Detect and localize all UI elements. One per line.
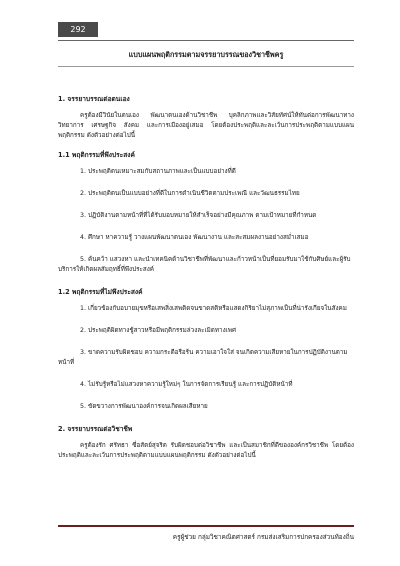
undesirable-item: 3. ขาดความรับผิดชอบ ความกระตือรือร้น ความเอาใจใส่ จนเกิดความเสียหายในการปฏิบัติงานตามหน้าที่ (58, 349, 348, 366)
section1-heading: 1. จรรยาบรรณต่อตนเอง (58, 95, 130, 103)
undesirable-heading: 1.2 พฤติกรรมที่ไม่พึงประสงค์ (58, 288, 143, 296)
header-rule (58, 40, 354, 41)
page-number: 292 (58, 22, 98, 37)
desirable-item: 3. ปฏิบัติงานตามหน้าที่ที่ได้รับมอบหมายให้สำเร็จอย่างมีคุณภาพ ตามเป้าหมายที่กำหนด (80, 212, 317, 219)
desirable-item: 4. ศึกษา หาความรู้ วางแผนพัฒนาตนเอง พัฒนางาน และสะสมผลงานอย่างสม่ำเสมอ (80, 234, 309, 241)
desirable-heading: 1.1 พฤติกรรมที่พึงประสงค์ (58, 151, 135, 159)
desirable-item: 1. ประพฤติตนเหมาะสมกับสถานภาพและเป็นแบบอย่างที่ดี (80, 168, 236, 175)
undesirable-item: 5. ขัดขวางการพัฒนาองค์การจนเกิดผลเสียหาย (80, 403, 208, 410)
desirable-item: 5. ค้นคว้า แสวงหา และนำเทคนิคด้านวิชาชีพที่พัฒนาและก้าวหน้าเป็นที่ยอมรับมาใช้กับศิษย์และผู้รับบริการให้เกิดผลสัมฤทธิ์ที่พึงประสงค์ (58, 256, 351, 273)
desirable-item: 2. ประพฤติตนเป็นแบบอย่างที่ดีในการดำเนินชีวิตตามประเพณี และวัฒนธรรมไทย (80, 190, 300, 197)
section2-heading: 2. จรรยาบรรณต่อวิชาชีพ (58, 425, 133, 433)
footer-rule (58, 525, 354, 527)
title-rule (58, 66, 354, 67)
footer-text: ครูผู้ช่วย กลุ่มวิชาคณิตศาสตร์ กรมส่งเสริมการปกครองส่วนท้องถิ่น (172, 533, 354, 541)
undesirable-item: 2. ประพฤติผิดทางชู้สาวหรือมีพฤติกรรมล่วงละเมิดทางเพศ (80, 327, 236, 334)
undesirable-item: 4. ไม่รับรู้หรือไม่แสวงหาความรู้ใหม่ๆ ในการจัดการเรียนรู้ และการปฏิบัติหน้าที่ (80, 381, 293, 388)
page-title: แบบแผนพฤติกรรมตามจรรยาบรรณของวิชาชีพครู (128, 50, 284, 59)
section2-intro: ครูต้องรัก ศรัทธา ซื่อสัตย์สุจริต รับผิดชอบต่อวิชาชีพ และเป็นสมาชิกที่ดีขององค์กรวิชาชีพ โดยต้องประพฤติและละเว้นการประพฤติตามแบบแผนพฤติกรรม ดังตัวอย่างต่อไปนี้ (58, 442, 354, 459)
document-body (58, 94, 354, 470)
section1-intro: ครูต้องมีวินัยในตนเอง พัฒนาตนเองด้านวิชาชีพ บุคลิกภาพและวิสัยทัศน์ให้ทันต่อการพัฒนาทางวิทยาการ เศรษฐกิจ สังคม และการเมืองอยู่เสมอ โดยต้องประพฤติและละเว้นการประพฤติตามแบบแผนพฤติกรรม ดังตัวอย่างต่อไปนี้ (58, 112, 354, 139)
undesirable-item: 1. เกี่ยวข้องกับอบายมุขหรือเสพสิ่งเสพติดจนขาดสติหรือแสดงกิริยาไม่สุภาพเป็นที่น่ารังเกียจในสังคม (80, 305, 347, 312)
